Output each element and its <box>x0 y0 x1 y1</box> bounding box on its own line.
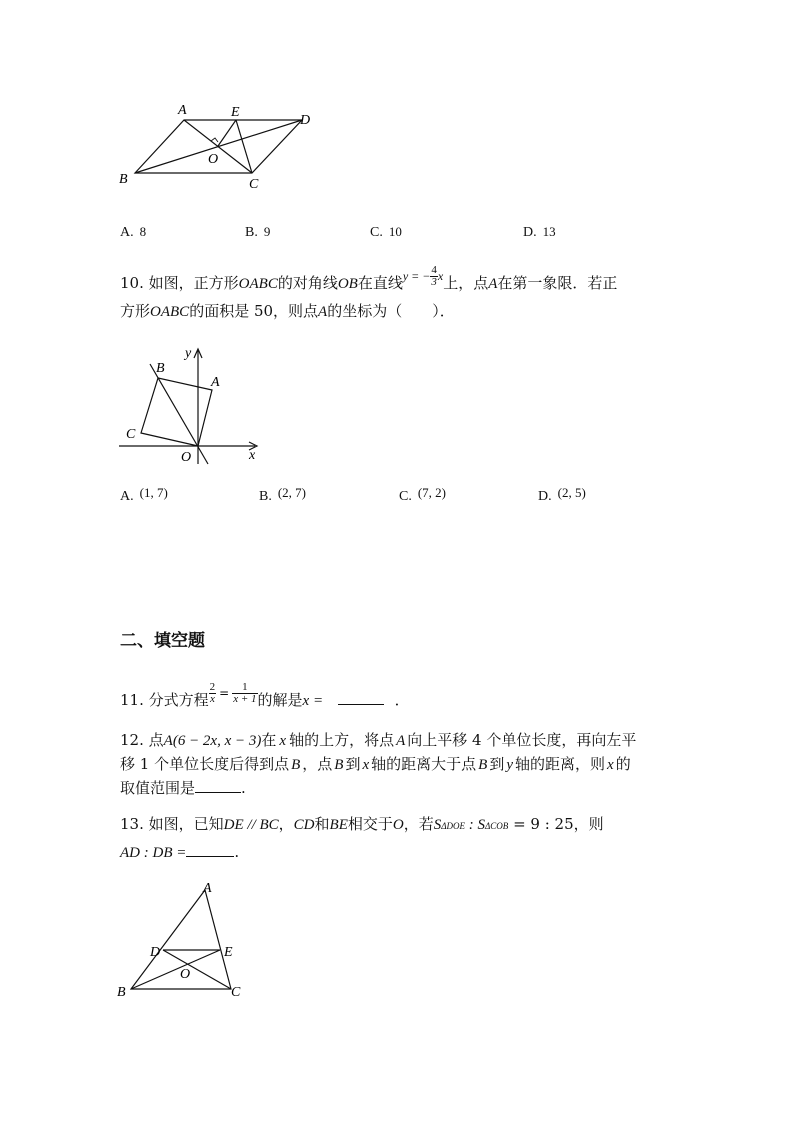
label-A: A <box>178 103 187 118</box>
q9-option-d: D. 13 <box>523 224 556 240</box>
label-C: C <box>231 985 241 1000</box>
label-x: x <box>249 448 256 463</box>
q12-answer-blank[interactable] <box>195 776 241 793</box>
label-D: D <box>300 113 311 128</box>
fraction-1-over-x-plus-1: $\frac{1}{x + 1}$ <box>233 680 257 705</box>
q11-answer-blank[interactable] <box>338 688 384 705</box>
q13-line1: 13. 如图，已知DE // BC，CD和BE相交于O，若SΔDOE : SΔCOB = 9 : 25，则 <box>120 815 604 833</box>
label-B: B <box>156 361 165 376</box>
segment-dc <box>163 950 231 989</box>
q9-option-b: B. 9 <box>245 224 271 240</box>
label-B: B <box>117 985 126 1000</box>
q13-answer-blank[interactable] <box>186 840 234 857</box>
q10-option-d: D. (2, 5) <box>538 485 586 504</box>
segment-ec <box>236 120 252 173</box>
q12-line1: 12. 点A(6 − 2x, x − 3)在 x 轴的上方，将点 A 向上平移 4 个单位长度，再向左平 <box>120 731 637 749</box>
label-C: C <box>249 177 259 192</box>
q13-line2: AD : DB = . <box>120 840 239 864</box>
q12-line3: 取值范围是 . <box>120 776 246 799</box>
slope-fraction: $\frac{4}{3}$ <box>431 263 437 288</box>
label-y: y <box>185 346 192 361</box>
square-oabc <box>141 378 212 446</box>
parallelogram-figure <box>110 95 330 195</box>
label-O: O <box>208 152 219 167</box>
q10-line2: 方形OABC的面积是 50，则点A的坐标为（ ）． <box>120 302 455 320</box>
q10-option-b: B. (2, 7) <box>259 485 307 504</box>
fraction-2-over-x: $\frac{2}{x}$ <box>209 680 216 705</box>
q11-line: 11. 分式方程 $\frac{2}{x}$ = $\frac{1}{x + 1}$ 的解是x = ． <box>120 680 410 709</box>
q9-option-a: A. 8 <box>120 224 147 240</box>
q12-line2: 移 1 个单位长度后得到点 B ，点 B 到 x 轴的距离大于点 B 到 y 轴的距离，则 x 的 <box>120 755 631 773</box>
square-coordinate-figure <box>115 342 275 467</box>
section-heading-fill-in: 二、填空题 <box>120 631 205 651</box>
q9-option-c: C. 10 <box>370 224 402 240</box>
label-E: E <box>231 105 240 120</box>
label-B: B <box>119 172 128 187</box>
q10-option-a: A. (1, 7) <box>120 485 168 504</box>
q10-option-c: C. (7, 2) <box>399 485 447 504</box>
triangle-figure <box>112 878 257 1003</box>
q10-line1: 10. 如图，正方形OABC的对角线OB在直线$^{y = -}$ $\frac{4}{3}$ $^x$上，点A在第一象限．若正 <box>120 263 618 292</box>
line-y-eq-neg-four-thirds-x <box>150 364 208 464</box>
label-O: O <box>180 967 191 982</box>
label-E: E <box>224 945 233 960</box>
label-D: D <box>150 945 161 960</box>
label-C: C <box>126 427 136 442</box>
segment-be <box>131 950 220 989</box>
label-O: O <box>181 450 192 465</box>
label-A: A <box>203 881 212 896</box>
label-A: A <box>211 375 220 390</box>
